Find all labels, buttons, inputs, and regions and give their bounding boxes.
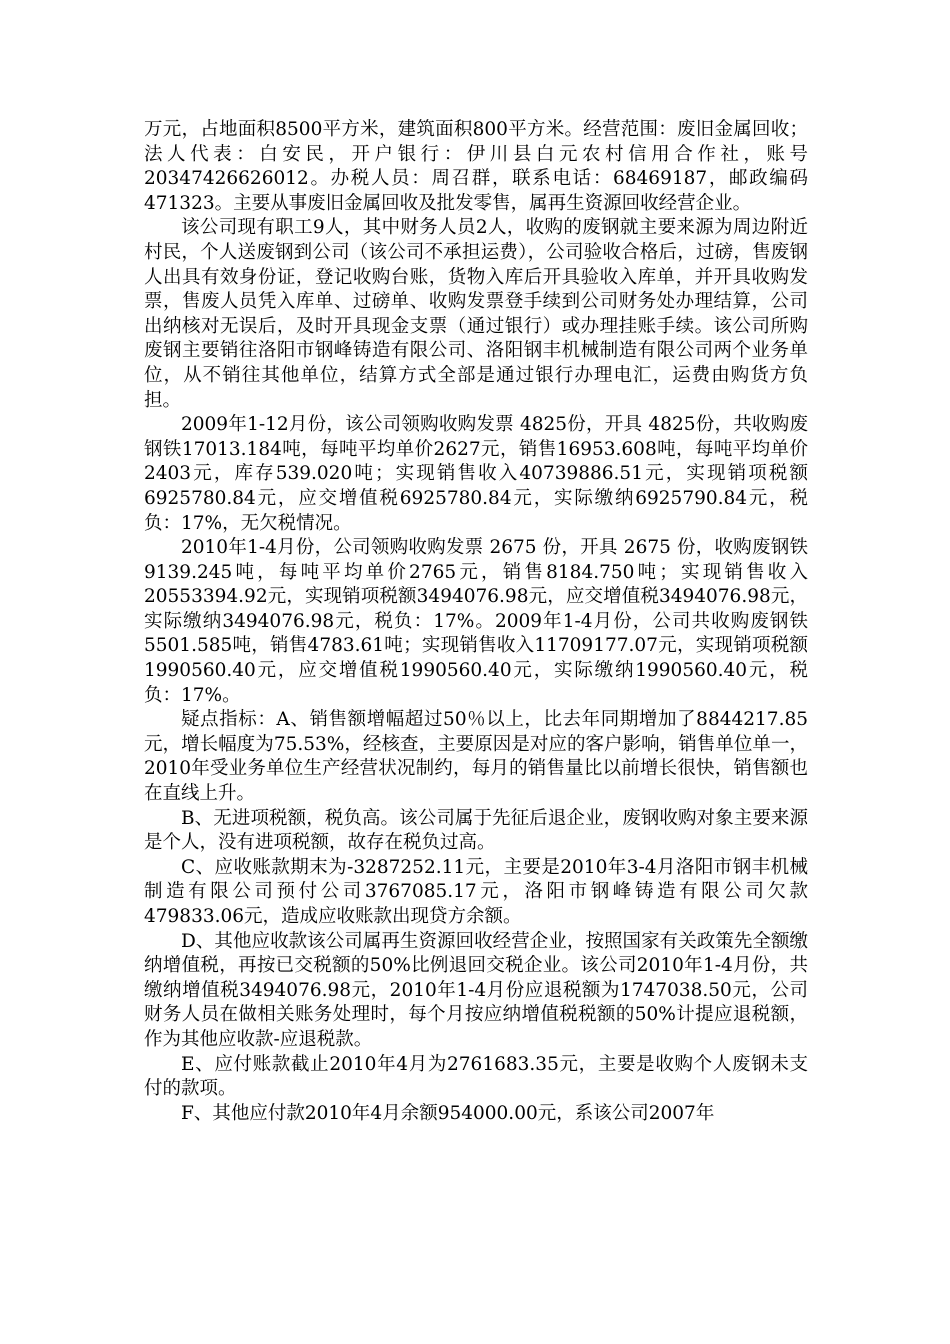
paragraph-staff-procurement: 该公司现有职工9人，其中财务人员2人，收购的废钢就主要来源为周边附近村民，个人送废钢到公司（该公司不承担运费），公司验收合格后，过磅，售废钢人出具有效身份证，登记收购台账，货物入库后开具验收入库单，并开具收购发票，售废人员凭入库单、过磅单、收购发票登手续到公司财务处办理结算，公司出纳核对无误后，及时开具现金支票（通过银行）或办理挂账手续。该公司所购废钢主要销往洛阳市钢峰铸造有限公司、洛阳钢丰机械制造有限公司两个业务单位，从不销往其他单位，结算方式全部是通过银行办理电汇，运费由购货方负担。 (144, 217, 808, 411)
paragraph-doubt-a: 疑点指标：A、销售额增幅超过50％以上，比去年同期增加了8844217.85元，增长幅度为75.53%，经核查，主要原因是对应的客户影响，销售单位单一，2010年受业务单位生产经营状况制约，每月的销售量比以前增长很快，销售额也在直线上升。 (144, 709, 808, 805)
paragraph-doubt-c: C、应收账款期末为-3287252.11元，主要是2010年3-4月洛阳市钢丰机械制造有限公司预付公司3767085.17元，洛阳市钢峰铸造有限公司欠款479833.06元，造成应收账款出现贷方余额。 (144, 856, 808, 927)
paragraph-doubt-d: D、其他应收款该公司属再生资源回收经营企业，按照国家有关政策先全额缴纳增值税，再按已交税额的50%比例退回交税企业。该公司2010年1-4月份，共缴纳增值税3494076.98元，2010年1-4月份应退税额为1747038.50元，公司财务人员在做相关账务处理时，每个月按应纳增值税税额的50%计提应退税额，作为其他应收款-应退税款。 (144, 930, 808, 1050)
body-text (144, 118, 808, 1126)
paragraph-2010-figures: 2010年1-4月份，公司领购收购发票 2675 份，开具 2675 份，收购废钢铁9139.245吨，每吨平均单价2765元，销售8184.750吨；实现销售收入20553394.92元，实现销项税额3494076.98元，应交增值税3494076.98元，实际缴纳3494076.98元，税负：17%。2009年1-4月份，公司共收购废钢铁5501.585吨，销售4783.61吨；实现销售收入11709177.07元，实现销项税额1990560.40元，应交增值税1990560.40元，实际缴纳1990560.40元，税负：17%。 (144, 537, 808, 706)
paragraph-doubt-f: F、其他应付款2010年4月余额954000.00元，系该公司2007年 (181, 1102, 715, 1124)
paragraph-doubt-e: E、应付账款截止2010年4月为2761683.35元，主要是收购个人废钢未支付的款项。 (144, 1053, 808, 1100)
paragraph-2009-figures: 2009年1-12月份，该公司领购收购发票 4825份，开具 4825份，共收购废钢铁17013.184吨，每吨平均单价2627元，销售16953.608吨，每吨平均单价2403元，库存539.020吨；实现销售收入40739886.51元，实现销项税额6925780.84元，应交增值税6925780.84元，实际缴纳6925790.84元，税负：17%，无欠税情况。 (144, 414, 808, 534)
paragraph-company-info: 万元，占地面积8500平方米，建筑面积800平方米。经营范围：废旧金属回收；法人代表：白安民，开户银行：伊川县白元农村信用合作社，账号2034742662601​2。办税人员：周召群，联系电话：68469187，邮政编码471323。主要从事废旧金属回收及批发零售，属再生资源回收经营企业。 (144, 119, 808, 214)
paragraph-doubt-b: B、无进项税额，税负高。该公司属于先征后退企业，废钢收购对象主要来源是个人，没有进项税额，故存在税负过高。 (144, 807, 808, 854)
